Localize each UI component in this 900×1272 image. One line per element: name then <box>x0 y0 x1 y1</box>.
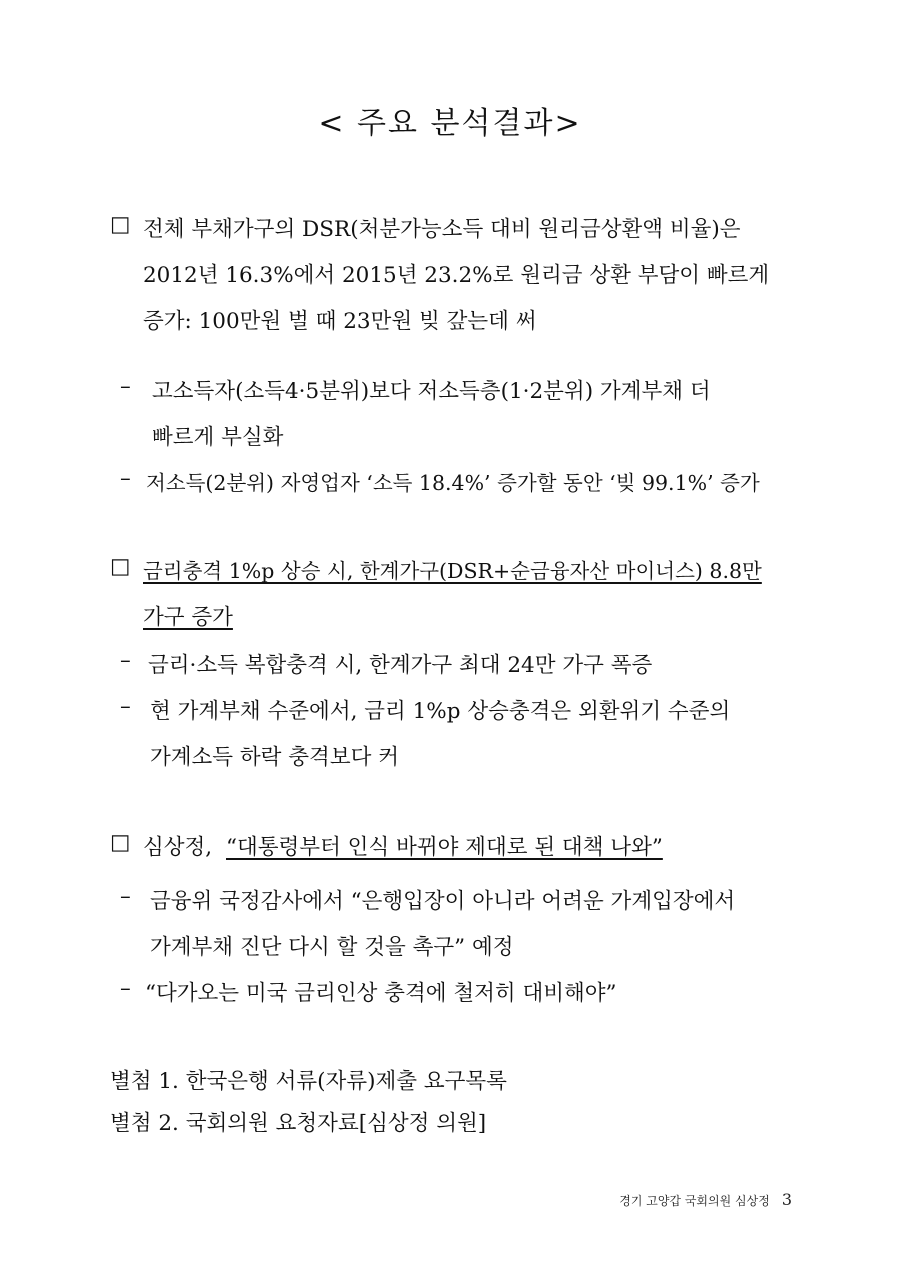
page-footer <box>619 1190 792 1209</box>
section-2-text-1: 금리충격 1%p 상승 시, 한계가구(DSR+순금융자산 마이너스) 8.8만 <box>143 559 762 583</box>
attachment-2-text: 별첨 2. 국회의원 요청자료[심상정 의원] <box>110 1111 487 1136</box>
section-2-bullet-2-text-2: 가계소득 하락 충격보다 커 <box>150 745 399 770</box>
checkbox-icon: □ <box>110 212 131 237</box>
dash-icon: – <box>120 374 131 399</box>
section-3-bullet-1-text-2: 가계부채 진단 다시 할 것을 촉구” 예정 <box>150 935 514 960</box>
dash-icon: – <box>120 648 131 673</box>
page-number: 3 <box>781 1190 792 1209</box>
section-1-text-3: 증가: 100만원 벌 때 23만원 빚 갚는데 써 <box>143 309 537 334</box>
section-1-bullet-1-text-2: 빠르게 부실화 <box>152 425 284 450</box>
page-title: < 주요 분석결과> <box>318 106 582 141</box>
section-1-bullet-2-text: 저소득(2분위) 자영업자 ‘소득 18.4%’ 증가할 동안 ‘빚 99.1%’ 증가 <box>146 471 760 495</box>
section-2-bullet-2-text-1: 현 가계부채 수준에서, 금리 1%p 상승충격은 외환위기 수준의 <box>150 699 731 724</box>
section-3-text-plain: 심상정, <box>143 835 213 860</box>
dash-icon: – <box>120 884 131 909</box>
footer-text: 경기 고양갑 국회의원 심상정 <box>619 1194 770 1208</box>
section-3-bullet-1-text-1: 금융위 국정감사에서 “은행입장이 아니라 어려운 가계입장에서 <box>150 889 736 914</box>
dash-icon: – <box>120 694 131 719</box>
section-1-text-2: 2012년 16.3%에서 2015년 23.2%로 원리금 상환 부담이 빠르게 <box>143 263 770 288</box>
section-3-bullet-2-text: “다가오는 미국 금리인상 충격에 철저히 대비해야” <box>145 981 617 1006</box>
dash-icon: – <box>120 466 131 491</box>
section-3-text-underlined: “대통령부터 인식 바뀌야 제대로 된 대책 나와” <box>226 835 663 860</box>
section-2-text-2: 가구 증가 <box>143 605 233 630</box>
attachment-1-text: 별첨 1. 한국은행 서류(자류)제출 요구목록 <box>110 1069 507 1094</box>
section-1-text-1: 전체 부채가구의 DSR(처분가능소득 대비 원리금상환액 비율)은 <box>143 217 741 242</box>
checkbox-icon: □ <box>110 830 131 855</box>
section-2-bullet-1-text: 금리·소득 복합충격 시, 한계가구 최대 24만 가구 폭증 <box>148 653 653 678</box>
dash-icon: – <box>120 976 131 1001</box>
section-1-bullet-1-text-1: 고소득자(소득4·5분위)보다 저소득층(1·2분위) 가계부채 더 <box>152 379 711 404</box>
checkbox-icon: □ <box>110 554 131 579</box>
